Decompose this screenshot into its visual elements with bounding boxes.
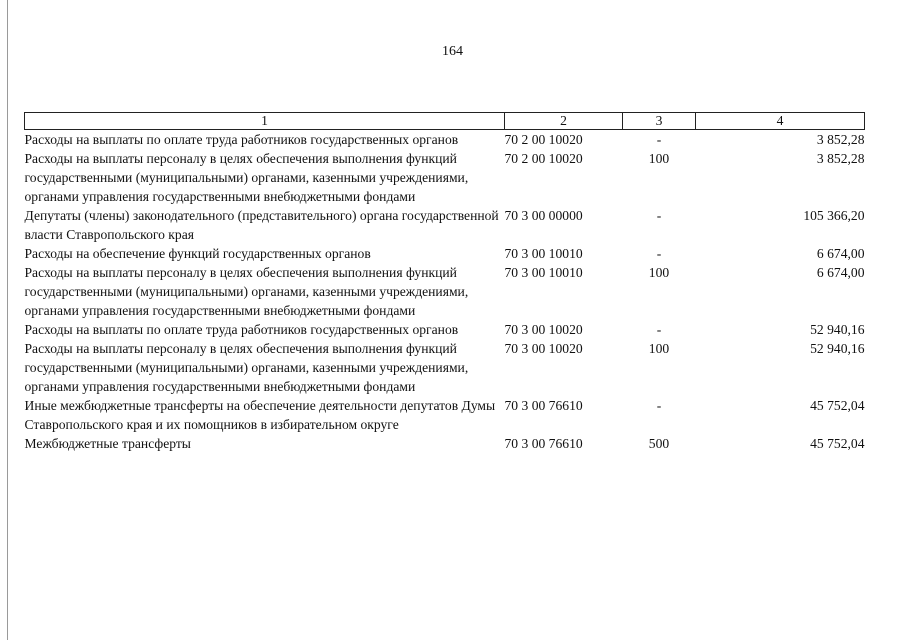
row-amount: 3 852,28 [816,151,865,166]
header-row [25,113,865,130]
row-kind: 100 [648,265,670,280]
row-name: Иные межбюджетные трансферты на обеспечение деятельности депутатов Думы Ставропольского края и их помощников в избирательном округе [24,398,496,432]
row-name: Межбюджетные трансферты [24,436,191,451]
row-amount: 3 852,28 [816,132,865,147]
row-amount: 52 940,16 [810,341,865,356]
row-amount: 45 752,04 [810,436,865,451]
row-kind: - [656,322,662,337]
row-name: Расходы на выплаты по оплате труда работников государственных органов [24,322,459,337]
row-amount: 6 674,00 [816,265,865,280]
table-row [25,339,865,396]
row-code: 70 2 00 10020 [504,151,583,166]
table-row [25,206,865,244]
row-code: 70 3 00 10020 [504,322,583,337]
table-row [25,244,865,263]
page-left-edge [7,0,8,640]
row-kind: - [656,208,662,223]
table-row [25,396,865,434]
table-row [25,434,865,453]
table-header [25,113,865,130]
row-kind: 100 [648,341,670,356]
header-col-2: 2 [505,113,623,130]
row-name: Расходы на выплаты по оплате труда работников государственных органов [24,132,459,147]
row-name: Расходы на выплаты персоналу в целях обеспечения выполнения функций государственными (муниципальными) органами, казенными учреждениями, органами управления государственными внебюджетными фондами [24,151,469,204]
row-code: 70 3 00 10010 [504,265,583,280]
table-row [25,263,865,320]
row-kind: - [656,398,662,413]
row-amount: 52 940,16 [810,322,865,337]
table-row [25,149,865,206]
row-code: 70 3 00 76610 [504,398,583,413]
row-name: Расходы на выплаты персоналу в целях обеспечения выполнения функций государственными (муниципальными) органами, казенными учреждениями, органами управления государственными внебюджетными фондами [24,265,469,318]
row-name: Расходы на выплаты персоналу в целях обеспечения выполнения функций государственными (муниципальными) органами, казенными учреждениями, органами управления государственными внебюджетными фондами [24,341,469,394]
row-code: 70 3 00 76610 [504,436,583,451]
row-amount: 105 366,20 [803,208,865,223]
row-code: 70 3 00 10020 [504,341,583,356]
row-kind: - [656,246,662,261]
row-code: 70 2 00 10020 [504,132,583,147]
budget-table [24,112,865,453]
header-col-4: 4 [696,113,865,130]
row-amount: 45 752,04 [810,398,865,413]
table-row [25,320,865,339]
row-amount: 6 674,00 [816,246,865,261]
header-col-3: 3 [623,113,696,130]
row-kind: 500 [648,436,670,451]
row-kind: - [656,132,662,147]
row-code: 70 3 00 00000 [504,208,583,223]
row-code: 70 3 00 10010 [504,246,583,261]
row-name: Расходы на обеспечение функций государственных органов [24,246,371,261]
page-number: 164 [442,44,463,59]
header-col-1: 1 [25,113,505,130]
row-kind: 100 [648,151,670,166]
table-row [25,130,865,150]
table-body [25,130,865,454]
row-name: Депутаты (члены) законодательного (представительного) органа государственной власти Ставропольского края [24,208,499,242]
